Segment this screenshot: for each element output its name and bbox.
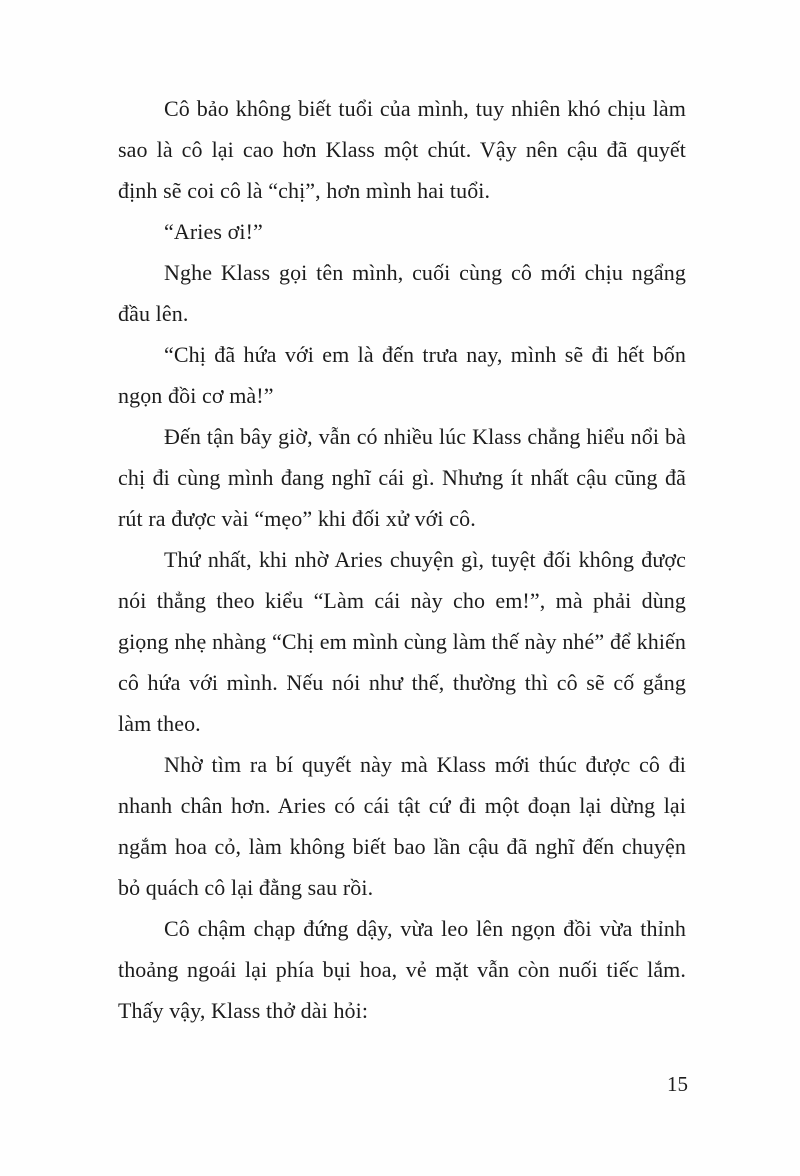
paragraph: “Aries ơi!”: [164, 219, 263, 244]
paragraph: Đến tận bây giờ, vẫn có nhiều lúc Klass chẳng hiểu nổi bà chị đi cùng mình đang nghĩ cái gì. Nhưng ít nhất cậu cũng đã rút ra được vài “mẹo” khi đối xử với cô.: [118, 424, 686, 531]
paragraph: Cô bảo không biết tuổi của mình, tuy nhiên khó chịu làm sao là cô lại cao hơn Klass một chút. Vậy nên cậu đã quyết định sẽ coi cô là “chị”, hơn mình hai tuổi.: [118, 96, 686, 203]
paragraph: Nghe Klass gọi tên mình, cuối cùng cô mới chịu ngẩng đầu lên.: [118, 260, 686, 326]
paragraph: Thứ nhất, khi nhờ Aries chuyện gì, tuyệt đối không được nói thẳng theo kiểu “Làm cái này cho em!”, mà phải dùng giọng nhẹ nhàng “Chị em mình cùng làm thế này nhé” để khiến cô hứa với mình. Nếu nói như thế, thường thì cô sẽ cố gắng làm theo.: [118, 547, 686, 736]
paragraph: “Chị đã hứa với em là đến trưa nay, mình sẽ đi hết bốn ngọn đồi cơ mà!”: [118, 342, 686, 408]
page-number: 15: [667, 1072, 688, 1096]
paragraph: Nhờ tìm ra bí quyết này mà Klass mới thúc được cô đi nhanh chân hơn. Aries có cái tật cứ đi một đoạn lại dừng lại ngắm hoa cỏ, làm không biết bao lần cậu đã nghĩ đến chuyện bỏ quách cô lại đằng sau rồi.: [118, 752, 686, 900]
paragraph: Cô chậm chạp đứng dậy, vừa leo lên ngọn đồi vừa thỉnh thoảng ngoái lại phía bụi hoa, vẻ mặt vẫn còn nuối tiếc lắm. Thấy vậy, Klass thở dài hỏi:: [118, 916, 686, 1023]
page-text-block: [118, 88, 686, 1031]
